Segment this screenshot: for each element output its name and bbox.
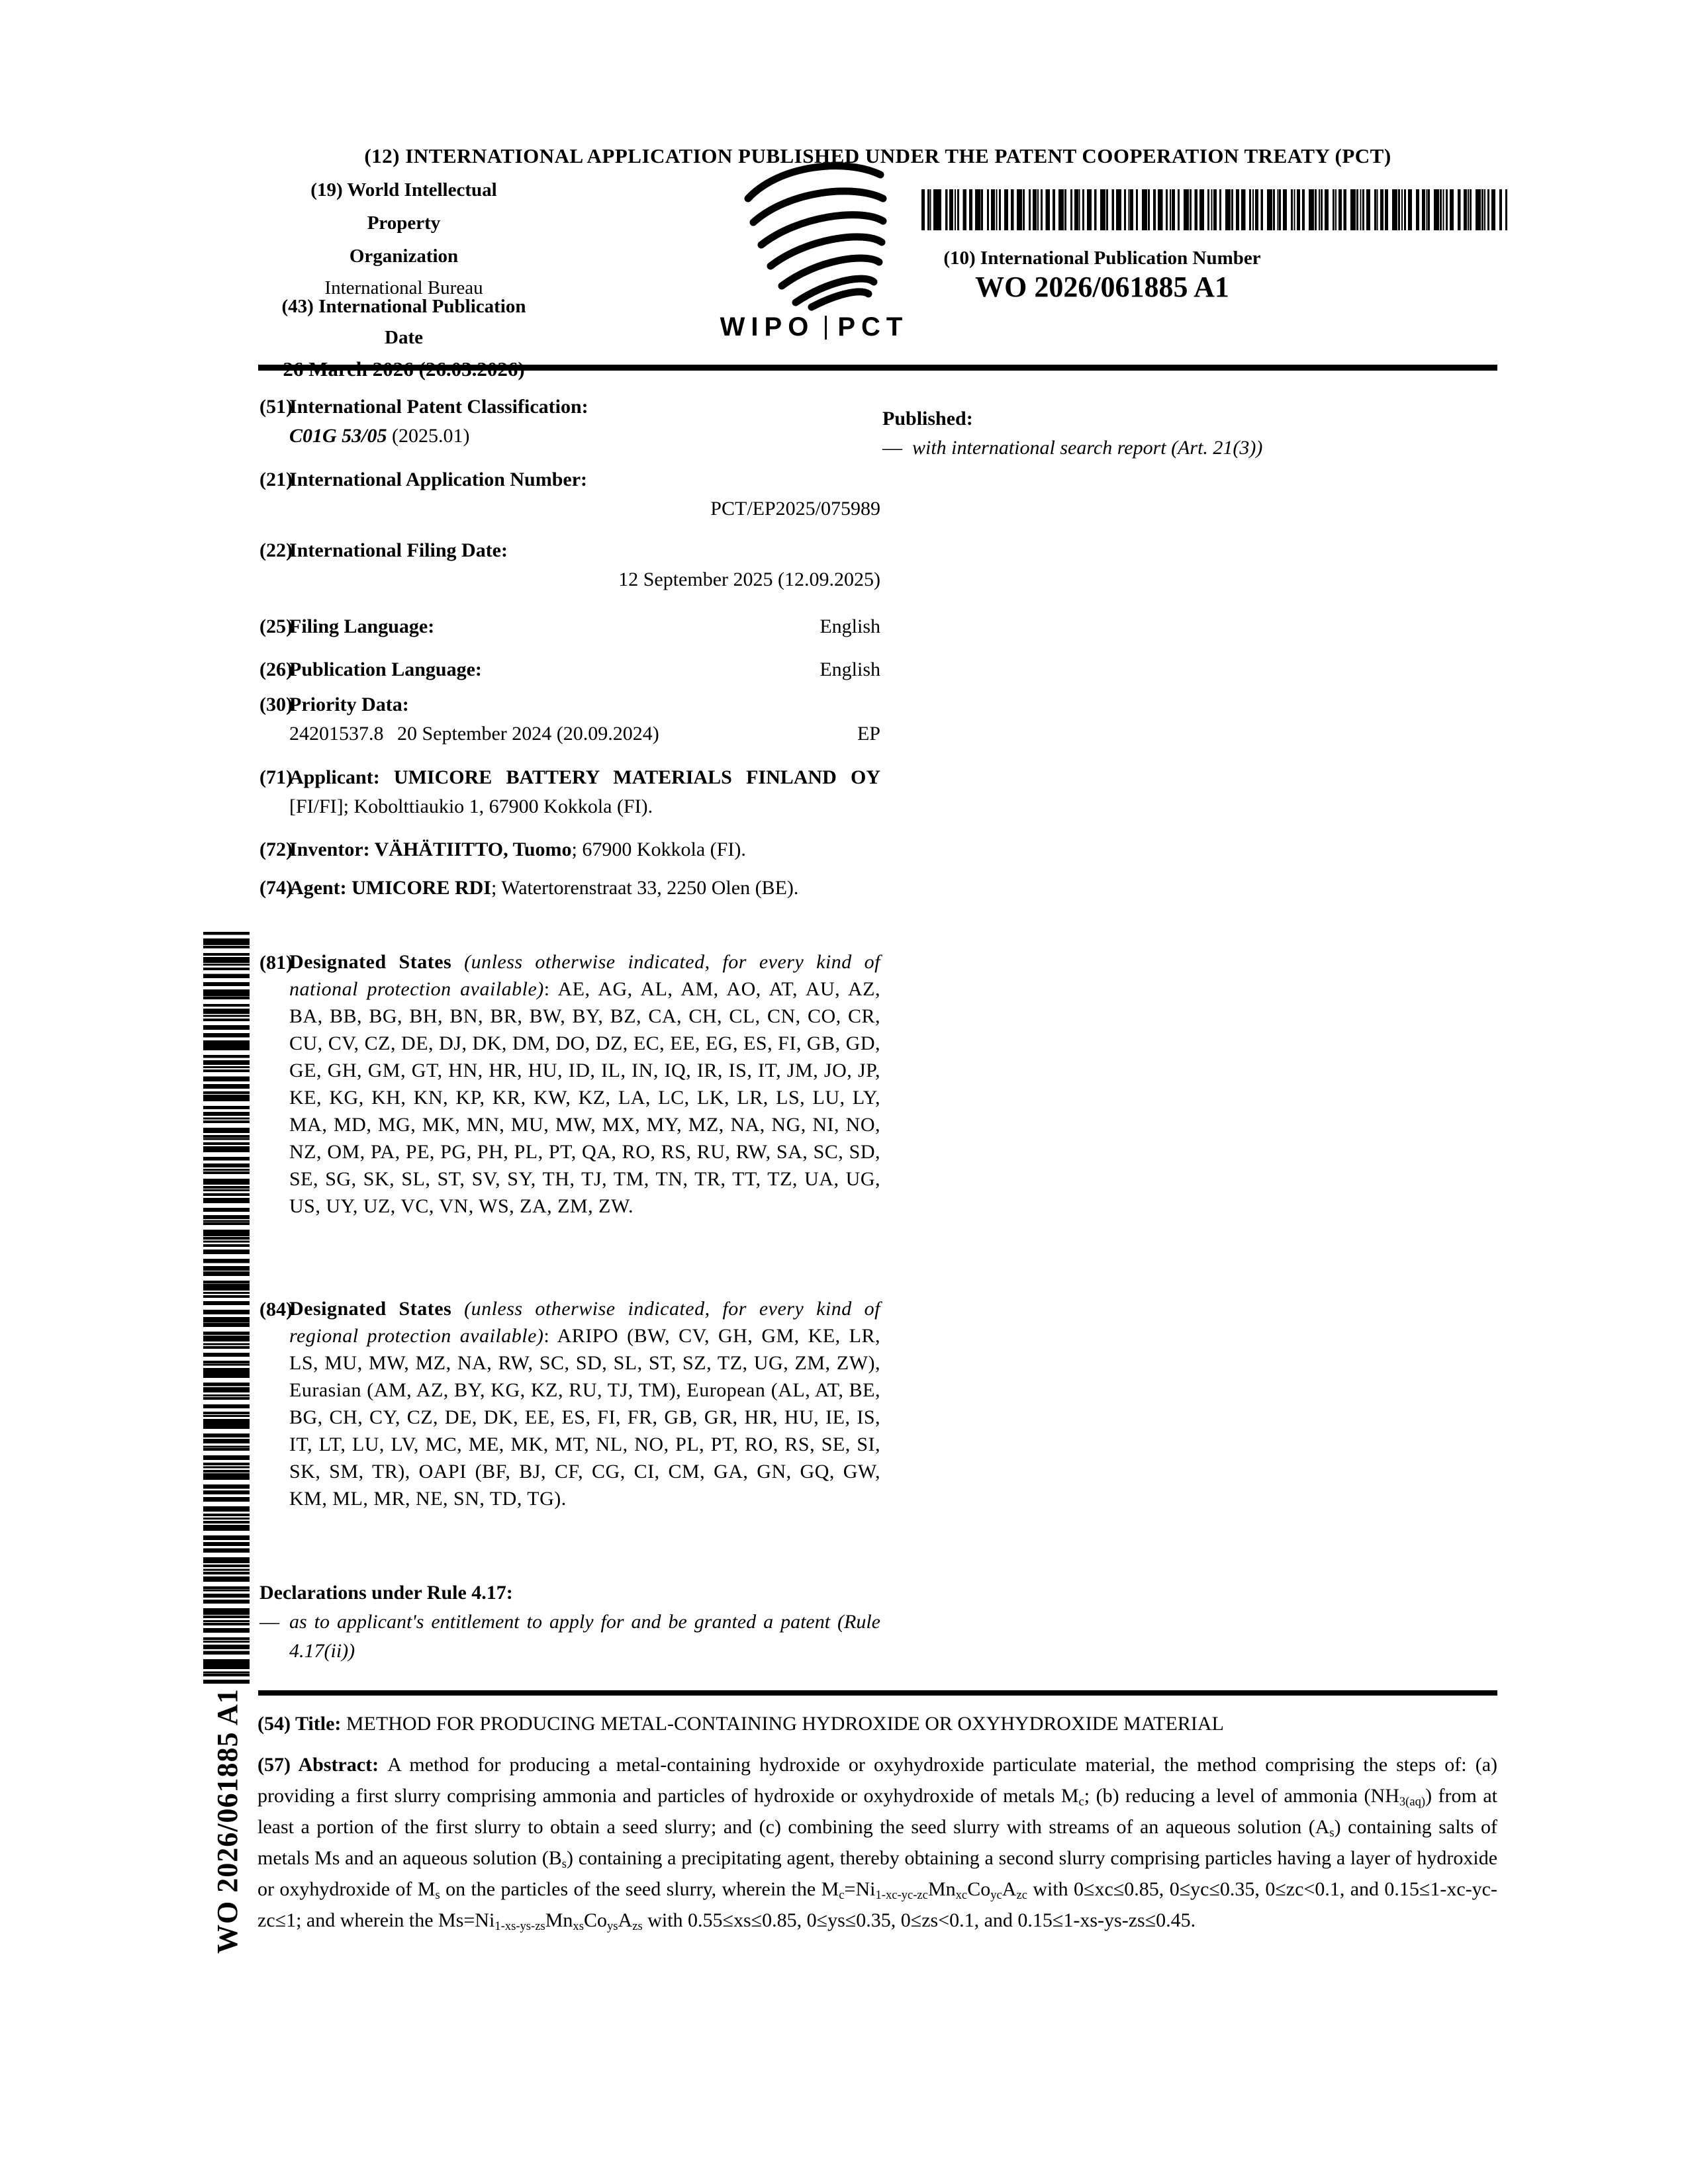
declarations-section [259,1578,880,1666]
field-label: Priority Data: [289,694,409,715]
field-84-designated-states-regional [259,1295,880,1512]
declaration-item [259,1608,880,1666]
field-72-inventor [259,835,880,864]
inventor-text: Inventor: VÄHÄTIITTO, Tuomo; 67900 Kokkola (FI). [289,839,746,860]
field-26-publication-language [259,655,880,684]
header-divider-rule [258,365,1497,371]
priority-date: 20 September 2024 (20.09.2024) [397,723,659,745]
agent-text: Agent: UMICORE RDI; Watertorenstraat 33, 2250 Olen (BE). [289,877,799,899]
publication-language-value: English [820,659,880,680]
publication-number-label: (10) International Publication Number [943,248,1261,269]
priority-application-number: 24201537.8 [289,723,384,745]
field-label: Filing Language: [289,615,435,637]
field-number: (26) [259,659,293,680]
field-number: (51) [259,396,293,418]
publication-date-label: (43) International Publication Date [281,296,526,348]
field-25-filing-language [259,612,880,641]
field-22-filing-date [259,536,880,594]
field-number: (71) [259,766,293,788]
wordmark-pct: PCT [837,312,909,341]
field-74-agent [259,874,880,903]
priority-data-row [289,719,880,749]
field-label: International Filing Date: [289,539,508,561]
applicant-text: Applicant: UMICORE BATTERY MATERIALS FINLAND OY [FI/FI]; Kobolttiaukio 1, 67900 Kokkola (FI). [289,766,880,817]
filing-language-value: English [820,615,880,637]
published-item [882,433,1497,463]
org-bureau: International Bureau [324,277,483,298]
sidebar-barcode [203,932,250,1684]
field-81-designated-states-national [259,948,880,1220]
wipo-swirl-logo-icon [732,158,888,311]
field-number: (84) [259,1298,293,1320]
published-item-text: with international search report (Art. 21(3)) [912,437,1263,459]
declarations-title: Declarations under Rule 4.17: [259,1582,513,1604]
priority-office: EP [857,723,880,745]
field-30-priority-data [259,690,880,749]
wordmark-wipo: WIPO [720,312,815,341]
wipo-org-block [278,173,530,303]
field-number: (72) [259,839,293,860]
dash-bullet: — [882,437,902,459]
field-number: (25) [259,615,293,637]
field-label: International Application Number: [289,469,588,490]
field-label: International Patent Classification: [289,396,588,418]
sidebar-publication-number: WO 2026/061885 A1 [211,1688,244,1954]
designated-states-regional-text: Designated States (unless otherwise indicated, for every kind of regional protection available): ARIPO (BW, CV, GH, GM, KE, LR, LS, MU, MW, MZ, NA, RW, SC, SD, SL, ST, SZ, TZ, UG, ZM, ZW), Eurasian (AM, AZ, BY, KG, KZ, RU, TJ, TM), European (AL, AT, BE, BG, CH, CY, CZ, DE, DK, EE, ES, FI, FR, GB, GR, HR, HU, IE, IS, IT, LT, LU, LV, MC, ME, MK, MT, NL, NO, PL, PT, RO, RS, SE, SI, SK, SM, TR), OAPI (BF, BJ, CF, CG, CI, CM, GA, GN, GQ, GW, KM, ML, MR, NE, SN, TD, TG). [289,1298,881,1510]
application-number-value: PCT/EP2025/075989 [710,498,880,520]
designated-states-national-text: Designated States (unless otherwise indicated, for every kind of national protection available): AE, AG, AL, AM, AO, AT, AU, AZ, BA, BB, BG, BH, BN, BR, BW, BY, BZ, CA, CH, CL, CN, CO, CR, CU, CV, CZ, DE, DJ, DK, DM, DO, DZ, EC, EE, EG, ES, FI, GB, GD, GE, GH, GM, GT, HN, HR, HU, ID, IL, IN, IQ, IR, IS, IT, JM, JO, JP, KE, KG, KH, KN, KP, KR, KW, KZ, LA, LC, LK, LR, LS, LU, LY, MA, MD, MG, MK, MN, MU, MW, MX, MY, MZ, NA, NG, NI, NO, NZ, OM, PA, PE, PG, PH, PL, PT, QA, RO, RS, RU, RW, SA, SC, SD, SE, SG, SK, SL, ST, SV, SY, TH, TJ, TM, TN, TR, TT, TZ, UA, UG, US, UY, UZ, VC, VN, WS, ZA, ZM, ZW. [289,951,881,1217]
field-number: (21) [259,469,293,490]
org-name-line1: (19) World Intellectual Property [310,179,497,234]
publication-barcode [921,189,1507,230]
field-label: Publication Language: [289,659,482,680]
wordmark-divider [825,316,827,340]
ipc-code: C01G 53/05 [289,425,387,447]
title-section: (54) Title: METHOD FOR PRODUCING METAL-CONTAINING HYDROXIDE OR OXYHYDROXIDE MATERIAL [258,1713,1224,1735]
field-number: (74) [259,877,293,899]
filing-date-value: 12 September 2025 (12.09.2025) [618,569,880,590]
org-name-line2: Organization [349,246,459,267]
field-19-number: (19) [310,179,343,201]
field-number: (81) [259,952,293,974]
field-number: (22) [259,539,293,561]
ipc-year: (2025.01) [387,425,470,447]
dash-bullet: — [259,1611,279,1633]
abstract-divider-rule [258,1690,1497,1696]
ipc-code-line [289,422,880,451]
declaration-item-text: as to applicant's entitlement to apply for and be granted a patent (Rule 4.17(ii)) [289,1611,880,1662]
pct-header-line: (12) INTERNATIONAL APPLICATION PUBLISHED UNDER THE PATENT COOPERATION TREATY (PCT) [364,144,1391,167]
field-51-ipc [259,392,880,451]
published-section [882,404,1497,463]
field-21-application-number [259,465,880,523]
wipo-pct-wordmark [695,312,933,342]
field-number: (30) [259,694,293,715]
published-title: Published: [882,408,973,430]
abstract-section: (57) Abstract: A method for producing a metal-containing hydroxide or oxyhydroxide particulate material, the method comprising the steps of: (a) providing a first slurry comprising ammonia and particles of hydroxide or oxyhydroxide of metals $M_c$; (b) reducing a level of ammonia $(NH_{3(aq)})$ from at least a portion of the first slurry to obtain a seed slurry; and (c) combining the seed slurry with streams of an aqueous solution $(A_s)$ containing salts of metals Ms and an aqueous solution $(B_s)$ containing a precipitating agent, thereby obtaining a second slurry comprising particles having a layer of hydroxide or oxyhydroxide of $M_s$ on the particles of the seed slurry, wherein the $M_c=Ni_{1-xc-yc-zc}Mn_{xc}Co_{yc}A_{zc}$ with 0≤xc≤0.85, 0≤yc≤0.35, 0≤zc<0.1, and 0.15≤1-xc-yc-zc≤1; and wherein the $Ms=Ni_{1-xs-ys-zs}Mn_{xs}Co_{ys}A_{zs}$ with 0.55≤xs≤0.85, 0≤ys≤0.35, 0≤zs<0.1, and 0.15≤1-xs-ys-zs≤0.45. [258,1754,1498,1934]
field-71-applicant [259,763,880,821]
publication-number-value: WO 2026/061885 A1 [975,271,1229,303]
